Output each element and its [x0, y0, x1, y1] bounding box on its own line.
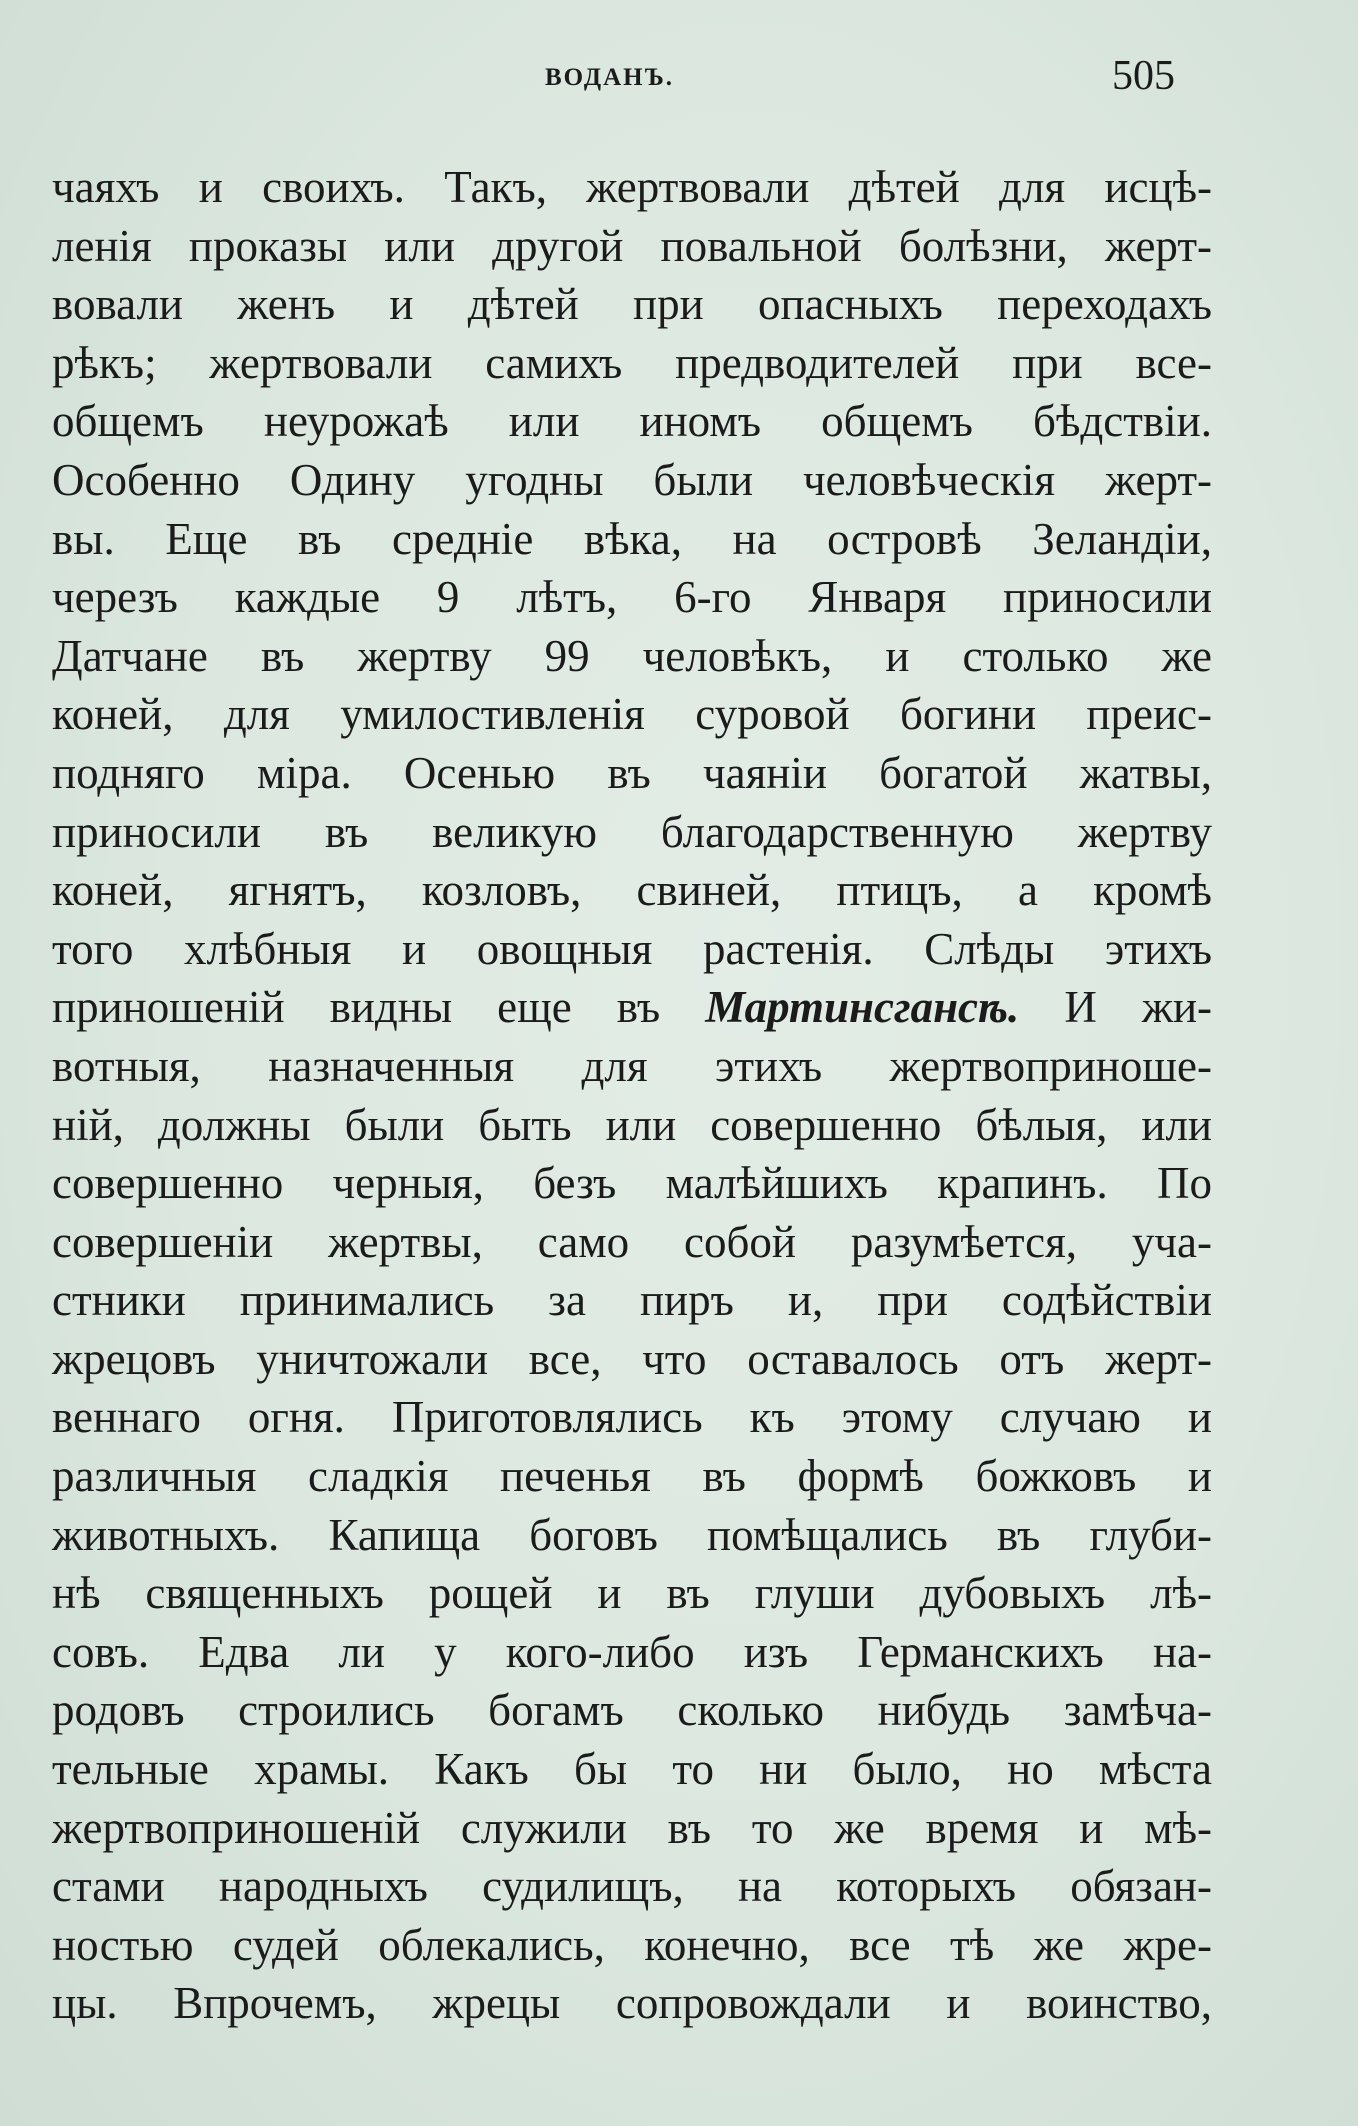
- text-line: веннаго огня. Приготовлялись къ этому случаю и: [52, 1392, 1212, 1443]
- text-line: вовали женъ и дѣтей при опасныхъ переходахъ: [52, 279, 1212, 330]
- text-line: ній, должны были быть или совершенно бѣлыя, или: [52, 1099, 1212, 1150]
- text-line: коней, ягнятъ, козловъ, свиней, птицъ, а кромѣ: [52, 865, 1212, 916]
- text-line: того хлѣбныя и овощныя растенія. Слѣды этихъ: [52, 923, 1212, 974]
- text-line: чаяхъ и своихъ. Такъ, жертвовали дѣтей для исцѣ-: [52, 162, 1212, 212]
- body-text: [52, 158, 1212, 2033]
- text-line: Датчане въ жертву 99 человѣкъ, и столько же: [52, 630, 1212, 681]
- running-head-title: ВОДАНЪ.: [545, 64, 674, 91]
- text-line: тельные храмы. Какъ бы то ни было, но мѣста: [52, 1744, 1212, 1795]
- text-line: стами народныхъ судилищъ, на которыхъ обязан-: [52, 1861, 1212, 1912]
- text-line: коней, для умилостивленія суровой богини преис-: [52, 689, 1212, 740]
- text-line-with-italic: [52, 978, 1212, 1037]
- text-segment: И жи-: [1019, 982, 1213, 1033]
- text-line: родовъ строились богамъ сколько нибудь замѣча-: [52, 1685, 1212, 1736]
- italic-place-name: Мартинсганcѣ.: [705, 982, 1020, 1033]
- text-line: совершеніи жертвы, само собой разумѣется, уча-: [52, 1216, 1212, 1267]
- text-line: совершенно черныя, безъ малѣйшихъ крапинъ. По: [52, 1158, 1212, 1209]
- text-line: приносили въ великую благодарственную жертву: [52, 806, 1212, 857]
- text-line: жертвоприношеній служили въ то же время и мѣ-: [52, 1802, 1212, 1853]
- text-line: подняго міра. Осенью въ чаяніи богатой жатвы,: [52, 747, 1212, 798]
- text-line: совъ. Едва ли у кого-либо изъ Германскихъ на-: [52, 1626, 1212, 1677]
- text-line: общемъ неурожаѣ или иномъ общемъ бѣдствіи.: [52, 396, 1212, 447]
- text-line: животныхъ. Капища боговъ помѣщались въ глуби-: [52, 1509, 1212, 1560]
- text-line: ленія проказы или другой повальной болѣзни, жерт-: [52, 220, 1212, 271]
- text-segment: приношеній видны еще въ: [52, 982, 706, 1033]
- text-line: стники принимались за пиръ и, при содѣйствіи: [52, 1275, 1212, 1326]
- text-line: вотныя, назначенныя для этихъ жертвоприноше-: [52, 1040, 1212, 1091]
- text-line: вы. Еще въ средніе вѣка, на островѣ Зеландіи,: [52, 513, 1212, 564]
- text-line: Особенно Одину угодны были человѣческія жерт-: [52, 454, 1212, 505]
- text-line: черезъ каждые 9 лѣтъ, 6-го Января приносили: [52, 572, 1212, 623]
- text-line: различныя сладкія печенья въ формѣ божковъ и: [52, 1451, 1212, 1502]
- text-line: рѣкъ; жертвовали самихъ предводителей при все-: [52, 337, 1212, 388]
- text-line: жрецовъ уничтожали все, что оставалось отъ жерт-: [52, 1333, 1212, 1384]
- page-number: 505: [1112, 53, 1175, 99]
- text-line: нѣ священныхъ рощей и въ глуши дубовыхъ лѣ-: [52, 1568, 1212, 1619]
- text-line: цы. Впрочемъ, жрецы сопровождали и воинство,: [52, 1978, 1212, 2029]
- text-line: ностью судей облекались, конечно, все тѣ же жре-: [52, 1919, 1212, 1970]
- running-head: [0, 52, 1358, 102]
